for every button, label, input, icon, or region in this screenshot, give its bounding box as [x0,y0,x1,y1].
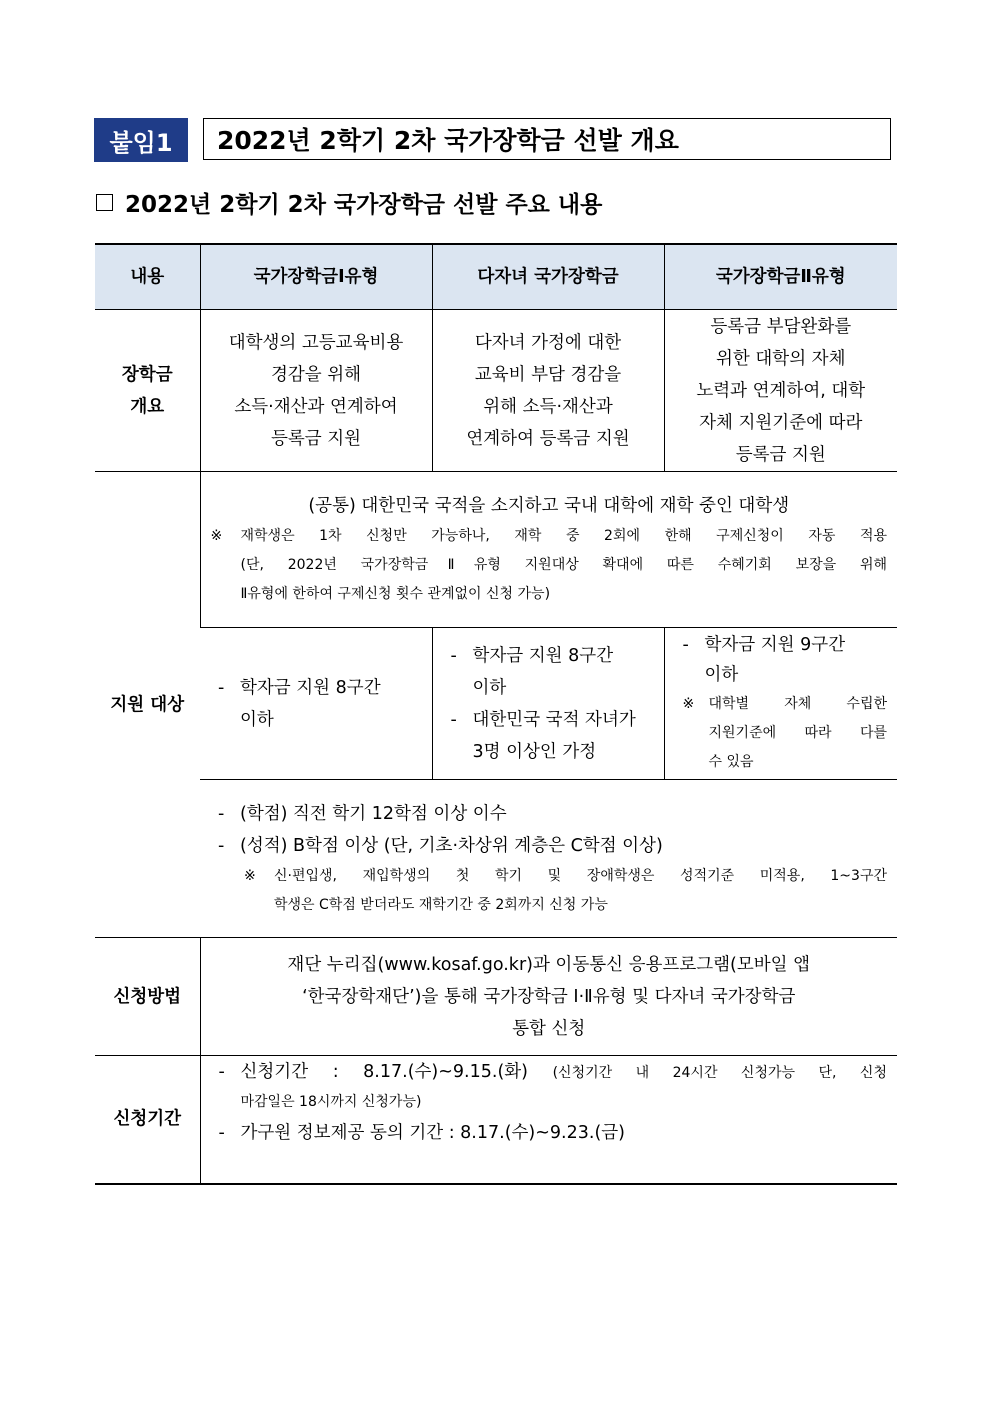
dash-mark: - [218,677,225,698]
overview-table [95,243,897,1185]
eligibility-grade-row [95,780,897,938]
list-item [451,704,654,768]
method-content [200,938,897,1056]
list-item [218,672,422,736]
page-title [203,118,891,160]
header-row [95,244,897,310]
text-line: 위해 소득·재산과 [483,396,613,417]
text-line: 다자녀 가정에 대한 [474,332,622,353]
note-line: 신·편입생, 재입학생의 첫 학기 및 장애학생은 성적기준 미적용, 1~3구간 [274,867,887,884]
header-content: 내용 [95,244,200,310]
period-label: 신청기간 [95,1056,200,1184]
application-period-note: (신청기간 내 24시간 신청가능 단, 신청 [552,1065,887,1081]
note-line: 학생은 C학점 받더라도 재학기간 중 2회까지 신청 가능 [274,896,608,913]
grade-score: (성적) B학점 이상 (단, 기초·차상위 계층은 C학점 이상) [240,835,663,856]
note-line: 지원기준에 따라 다를 [708,725,887,741]
dash-mark: - [218,803,225,824]
note-mark: ※ [682,696,695,712]
text-line: 학자금 지원 8구간 [240,677,381,698]
section-heading-text: 2022년 2학기 2차 국가장학금 선발 주요 내용 [125,192,603,218]
grade-credit: (학점) 직전 학기 12학점 이상 이수 [240,803,507,824]
dash-mark: - [218,835,225,856]
eligibility-type2 [664,628,897,780]
dash-mark: - [450,709,457,730]
text-line: 등록금 부담완화를 [710,316,852,337]
note-line: 수 있음 [708,754,754,770]
text-line: 연계하여 등록금 지원 [466,428,630,449]
note-line: (단, 2022년 국가장학금Ⅱ유형 지원대상 확대에 따른 수혜기회 보장을 위해 [240,557,887,573]
text-line: 자체 지원기준에 따라 [699,412,863,433]
header-multi-child: 다자녀 국가장학금 [432,244,664,310]
text-line: 노력과 연계하여, 대학 [696,380,866,401]
text-line: ‘한국장학재단’)을 통해 국가장학금 Ⅰ·Ⅱ유형 및 다자녀 국가장학금 [302,986,796,1007]
eligibility-common-row [95,472,897,628]
list-item [219,1117,888,1149]
text-line: 경감을 위해 [270,364,362,385]
period-content [200,1056,897,1184]
text-line: 3명 이상인 가정 [472,741,597,762]
eligibility-type1 [200,628,432,780]
text-line: 이하 [704,665,739,685]
eligibility-label: 지원 대상 [95,472,200,938]
list-item [218,830,887,862]
method-row [95,938,897,1056]
text-line: 등록금 지원 [270,428,362,449]
method-label: 신청방법 [95,938,200,1056]
text-line: 재단 누리집(www.kosaf.go.kr)과 이동통신 응용프로그램(모바일 앱 [287,954,811,975]
eligibility-grade [200,780,897,938]
common-note [211,522,888,551]
note-mark: ※ [210,528,223,544]
list-item [219,1056,888,1088]
text-line: 학자금 지원 8구간 [472,645,614,666]
consent-period: 가구원 정보제공 동의 기간 : 8.17.(수)~9.23.(금) [240,1123,626,1143]
eligibility-common [200,472,897,628]
list-item [683,630,888,690]
overview-row [95,310,897,472]
page-title-text: 2022년 2학기 2차 국가장학금 선발 개요 [217,126,679,155]
checkbox-icon [96,194,113,211]
text-line: 위한 대학의 자체 [716,348,846,369]
dash-mark: - [682,635,689,655]
list-item [451,640,654,704]
note-line: Ⅱ유형에 한하여 구제신청 횟수 관계없이 신청 가능) [240,586,551,602]
type2-note [683,690,888,777]
overview-type1 [200,310,432,472]
application-period-note: 마감일은 18시까지 신청가능) [240,1094,422,1110]
overview-type2 [664,310,897,472]
attachment-badge: 붙임1 [94,118,188,162]
overview-label [95,310,200,472]
eligibility-income-row [95,628,897,780]
eligibility-multi-child [432,628,664,780]
dash-mark: - [218,1062,225,1082]
text-line: 대학생의 고등교육비용 [228,332,404,353]
text-line: 통합 신청 [512,1018,586,1039]
text-line: 이하 [472,677,507,698]
overview-label-line: 장학금 [121,364,173,385]
header-type2: 국가장학금Ⅱ유형 [664,244,897,310]
overview-multi-child [432,310,664,472]
dash-mark: - [450,645,457,666]
note-line: 대학별 자체 수립한 [708,696,887,712]
period-row [95,1056,897,1184]
dash-mark: - [218,1123,225,1143]
application-period: 신청기간 : 8.17.(수)~9.15.(화) [240,1062,529,1082]
list-item [218,798,887,830]
text-line: 학자금 지원 9구간 [704,635,846,655]
overview-label-line: 개요 [130,396,165,417]
text-line: 대한민국 국적 자녀가 [472,709,636,730]
text-line: 교육비 부담 경감을 [474,364,622,385]
section-heading [96,186,602,219]
note-mark: ※ [244,867,256,884]
grade-note [218,862,887,920]
text-line: 소득·재산과 연계하여 [234,396,398,417]
text-line: 등록금 지원 [735,444,826,465]
note-line: 재학생은 1차 신청만 가능하나, 재학 중 2회에 한해 구제신청이 자동 적용 [240,528,887,544]
header-type1: 국가장학금Ⅰ유형 [200,244,432,310]
common-criteria: (공통) 대한민국 국적을 소지하고 국내 대학에 재학 중인 대학생 [308,496,790,516]
text-line: 이하 [240,709,274,730]
